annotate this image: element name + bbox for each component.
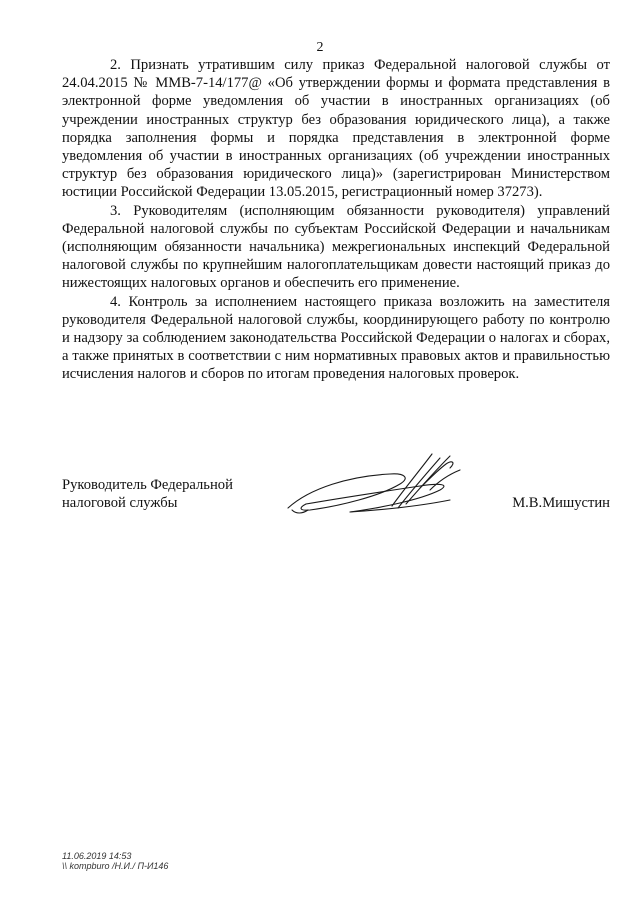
document-body	[62, 56, 610, 384]
signer-title	[62, 476, 233, 512]
footer-stamp	[62, 851, 168, 871]
footer-operator: \\ kompburo /Н.И./ П-И146	[62, 861, 169, 871]
page-number: 2	[316, 40, 324, 55]
paragraph-3: 3. Руководителям (исполняющим обязанности руководителя) управлений Федеральной налоговой службы по субъектам Российской Федерации и начальникам (исполняющим обязанности начальника) межрегиональных инспекций Федеральной налоговой службы по крупнейшим налогоплательщикам довести настоящий приказ до нижестоящих налоговых органов и обеспечить его применение.	[62, 202, 610, 292]
handwritten-signature	[280, 448, 480, 526]
signature-block	[62, 476, 610, 536]
signer-title-line-1: Руководитель Федеральной	[62, 477, 233, 493]
paragraph-4: 4. Контроль за исполнением настоящего приказа возложить на заместителя руководителя Федеральной налоговой службы, координирующего работу по контролю и надзору за соблюдением законодательства Российской Федерации о налогах и сборах, а также принятых в соответствии с ним нормативных правовых актов и правильностью исчисления налогов и сборов по итогам проведения налоговых проверок.	[62, 293, 610, 383]
paragraph-2: 2. Признать утратившим силу приказ Федеральной налоговой службы от 24.04.2015 № ММВ-7-14/177@ «Об утверждении формы и формата представления в электронной форме уведомления об участии в иностранных организациях (об учреждении иностранных структур без образования юридического лица), а также порядка заполнения формы и порядка представления в электронной форме уведомления об участии в иностранных организациях (об учреждении иностранных структур без образования юридического лица)» (зарегистрирован Министерством юстиции Российской Федерации 13.05.2015, регистрационный номер 37273).	[62, 57, 610, 201]
footer-timestamp: 11.06.2019 14:53	[62, 851, 132, 861]
signer-name: М.В.Мишустин	[512, 495, 610, 511]
signer-title-line-2: налоговой службы	[62, 495, 178, 511]
